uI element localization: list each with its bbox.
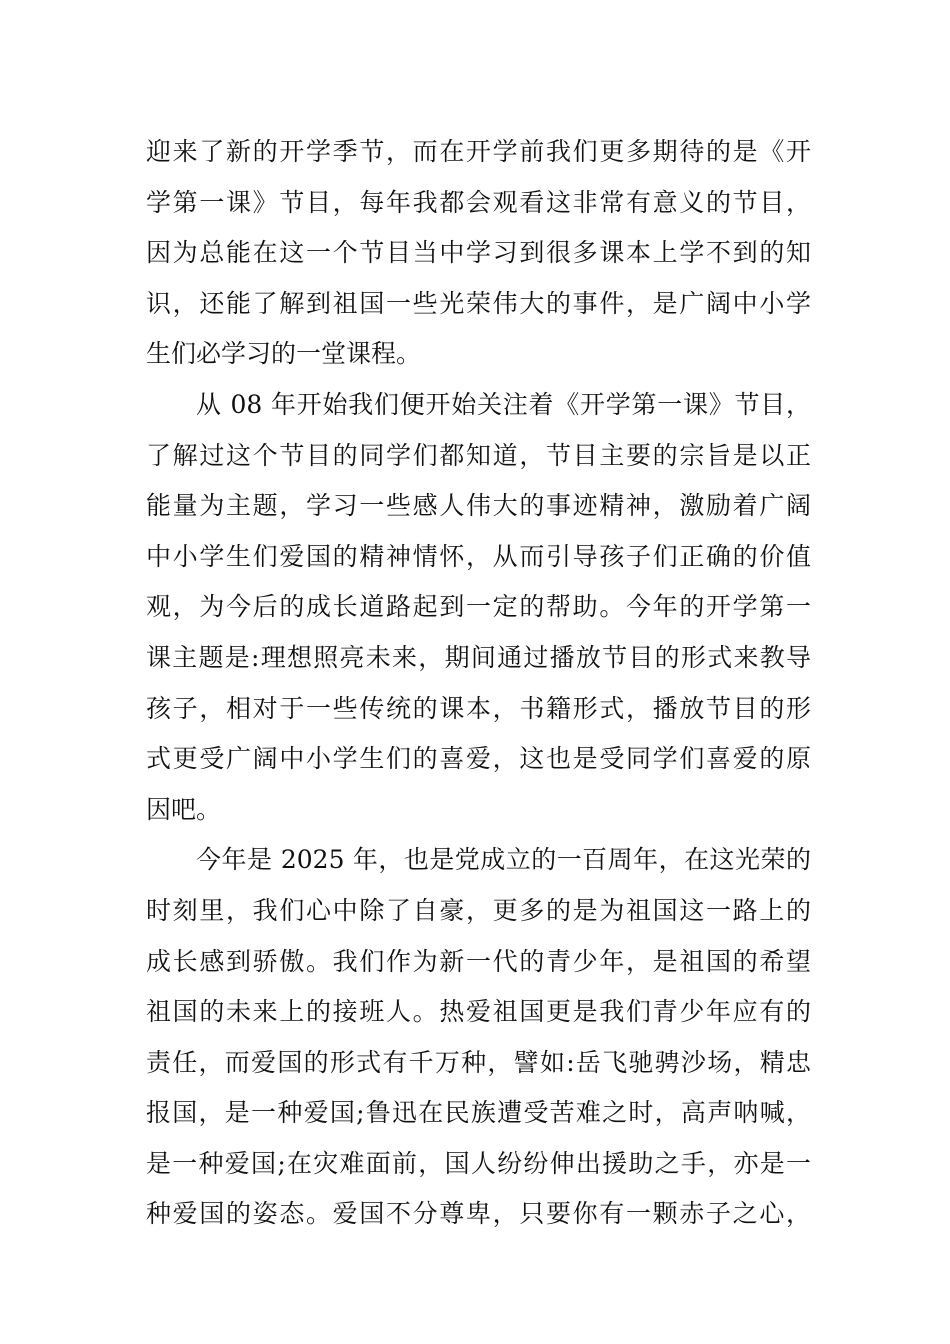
paragraph-3-line-1: 今年是 2025 年，也是党成立的一百周年，在这光荣的 (196, 845, 811, 875)
paragraph-2-line-8: 式更受广阔中小学生们的喜爱，这也是受同学们喜爱的原 (146, 744, 811, 774)
body-text (146, 127, 811, 1240)
paragraph-2-line-7: 孩子，相对于一些传统的课本，书籍形式，播放节目的形 (146, 693, 811, 723)
paragraph-1-line-3: 因为总能在这一个节目当中学习到很多课本上学不到的知 (146, 238, 811, 268)
paragraph-2-line-5: 观，为今后的成长道路起到一定的帮助。今年的开学第一 (146, 592, 811, 622)
paragraph-3-line-2: 时刻里，我们心中除了自豪，更多的是为祖国这一路上的 (146, 895, 811, 925)
paragraph-2-line-9: 因吧。 (146, 794, 222, 824)
paragraph-1-line-1: 迎来了新的开学季节，而在开学前我们更多期待的是《开 (146, 137, 811, 166)
paragraph-3-line-6: 报国，是一种爱国;鲁迅在民族遭受苦难之时，高声呐喊， (146, 1098, 811, 1128)
paragraph-1-line-2: 学第一课》节目，每年我都会观看这非常有意义的节目， (146, 187, 811, 217)
paragraph-1-line-5: 生们必学习的一堂课程。 (146, 339, 422, 369)
paragraph-2-line-2: 了解过这个节目的同学们都知道，节目主要的宗旨是以正 (146, 440, 811, 470)
paragraph-2-line-4: 中小学生们爱国的精神情怀，从而引导孩子们正确的价值 (146, 541, 811, 571)
paragraph-3-line-5: 责任，而爱国的形式有千万种，譬如:岳飞驰骋沙场，精忠 (146, 1047, 811, 1077)
paragraph-2-line-1: 从 08 年开始我们便开始关注着《开学第一课》节目， (196, 389, 811, 419)
paragraph-2-line-6: 课主题是:理想照亮未来，期间通过播放节目的形式来教导 (146, 642, 811, 672)
paragraph-3-line-3: 成长感到骄傲。我们作为新一代的青少年，是祖国的希望 (146, 946, 811, 976)
paragraph-3-line-8: 种爱国的姿态。爱国不分尊卑，只要你有一颗赤子之心， (146, 1199, 811, 1229)
paragraph-2-line-3: 能量为主题，学习一些感人伟大的事迹精神，激励着广阔 (146, 491, 811, 521)
paragraph-3-line-4: 祖国的未来上的接班人。热爱祖国更是我们青少年应有的 (146, 997, 811, 1027)
paragraph-3-line-7: 是一种爱国;在灾难面前，国人纷纷伸出援助之手，亦是一 (146, 1148, 811, 1178)
paragraph-1-line-4: 识，还能了解到祖国一些光荣伟大的事件，是广阔中小学 (146, 288, 811, 318)
